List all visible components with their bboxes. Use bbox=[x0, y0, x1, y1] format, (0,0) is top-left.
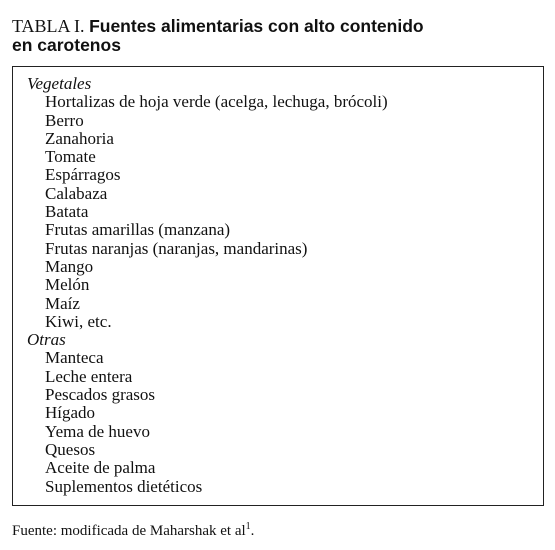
list-item: Frutas amarillas (manzana) bbox=[45, 220, 231, 240]
list-item: Mango bbox=[45, 256, 94, 276]
list-item: Yema de huevo bbox=[45, 421, 150, 441]
list-item: Calabaza bbox=[45, 183, 108, 203]
list-item: Berro bbox=[45, 110, 84, 130]
table-title bbox=[12, 17, 542, 55]
list-item: Hígado bbox=[45, 403, 96, 423]
source-reference: 1 bbox=[245, 521, 251, 532]
list-item: Hortalizas de hoja verde (acelga, lechuga, brócoli) bbox=[45, 92, 388, 112]
list-item: Zanahoria bbox=[45, 128, 114, 148]
list-item: Frutas naranjas (naranjas, mandarinas) bbox=[45, 238, 308, 258]
list-item: Batata bbox=[45, 202, 89, 222]
list-item: Suplementos dietéticos bbox=[45, 476, 203, 496]
section-heading: Otras bbox=[27, 330, 66, 350]
source-suffix: . bbox=[250, 523, 255, 539]
list-item: Tomate bbox=[45, 147, 96, 167]
table-title-line1: Fuentes alimentarias con alto contenido bbox=[89, 16, 424, 36]
source-note bbox=[12, 518, 254, 540]
source-text: Fuente: modificada de Maharshak et al bbox=[12, 523, 246, 539]
list-item: Pescados grasos bbox=[45, 385, 156, 405]
section-heading: Vegetales bbox=[27, 74, 92, 93]
list-item: Leche entera bbox=[45, 366, 133, 386]
list-item: Maíz bbox=[45, 293, 80, 313]
section-otras bbox=[27, 331, 388, 496]
table-box bbox=[12, 66, 544, 506]
list-item: Melón bbox=[45, 275, 90, 295]
list-item: Aceite de palma bbox=[45, 458, 156, 478]
list-item: Quesos bbox=[45, 439, 96, 459]
list-item: Espárragos bbox=[45, 165, 121, 185]
table-content bbox=[27, 75, 388, 496]
list-item: Manteca bbox=[45, 348, 104, 368]
section-vegetales bbox=[27, 75, 388, 331]
list-item: Kiwi, etc. bbox=[45, 311, 112, 331]
table-title-line2: en carotenos bbox=[12, 35, 121, 55]
table-label: TABLA I. bbox=[12, 16, 85, 36]
